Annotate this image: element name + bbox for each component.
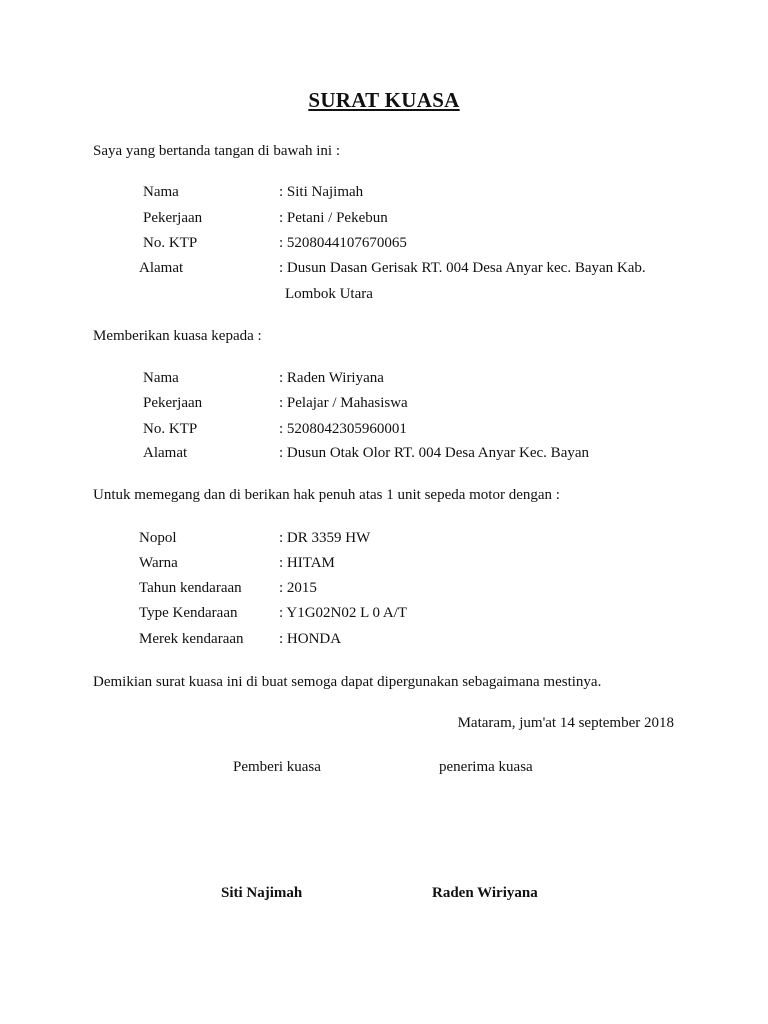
intro-text: Saya yang bertanda tangan di bawah ini : xyxy=(93,143,341,159)
vehicle-type-value: : Y1G02N02 L 0 A/T xyxy=(279,605,408,621)
vehicle-brand-label: Merek kendaraan xyxy=(139,631,244,647)
grantee-ktp-label: No. KTP xyxy=(143,421,198,437)
grantor-address-label: Alamat xyxy=(139,260,184,276)
grantor-name-value: : Siti Najimah xyxy=(279,184,364,200)
grantee-ktp-value: : 5208042305960001 xyxy=(279,421,407,437)
vehicle-color-label: Warna xyxy=(139,555,178,571)
grantee-address-label: Alamat xyxy=(143,445,188,461)
grantee-job-label: Pekerjaan xyxy=(143,395,203,411)
document-title: SURAT KUASA xyxy=(308,88,460,112)
grantee-job-value: : Pelajar / Mahasiswa xyxy=(279,395,408,411)
grantor-ktp-value: : 5208044107670065 xyxy=(279,235,407,251)
vehicle-year-value: : 2015 xyxy=(279,580,317,596)
grant-heading: Memberikan kuasa kepada : xyxy=(93,328,262,344)
vehicle-color-value: : HITAM xyxy=(279,555,335,571)
vehicle-plate-value: : DR 3359 HW xyxy=(279,530,371,546)
vehicle-plate-label: Nopol xyxy=(139,530,177,546)
receiver-label: penerima kuasa xyxy=(439,759,533,775)
vehicle-year-label: Tahun kendaraan xyxy=(139,580,242,596)
grantor-address-value: : Dusun Dasan Gerisak RT. 004 Desa Anyar kec. Bayan Kab. xyxy=(279,260,646,276)
place-date: Mataram, jum'at 14 september 2018 xyxy=(457,715,674,731)
giver-name: Siti Najimah xyxy=(221,885,303,901)
grantor-job-value: : Petani / Pekebun xyxy=(279,210,388,226)
grantor-ktp-label: No. KTP xyxy=(143,235,198,251)
grantee-name-value: : Raden Wiriyana xyxy=(279,370,384,386)
purpose-text: Untuk memegang dan di berikan hak penuh atas 1 unit sepeda motor dengan : xyxy=(93,487,560,503)
giver-label: Pemberi kuasa xyxy=(233,759,321,775)
grantee-address-value: : Dusun Otak Olor RT. 004 Desa Anyar Kec. Bayan xyxy=(279,445,590,461)
vehicle-type-label: Type Kendaraan xyxy=(139,605,238,621)
grantor-job-label: Pekerjaan xyxy=(143,210,203,226)
grantor-name-label: Nama xyxy=(143,184,179,200)
closing-text: Demikian surat kuasa ini di buat semoga dapat dipergunakan sebagaimana mestinya. xyxy=(93,674,602,690)
grantor-address-continued: Lombok Utara xyxy=(285,286,373,302)
vehicle-brand-value: : HONDA xyxy=(279,631,342,647)
receiver-name: Raden Wiriyana xyxy=(432,885,538,901)
grantee-name-label: Nama xyxy=(143,370,179,386)
